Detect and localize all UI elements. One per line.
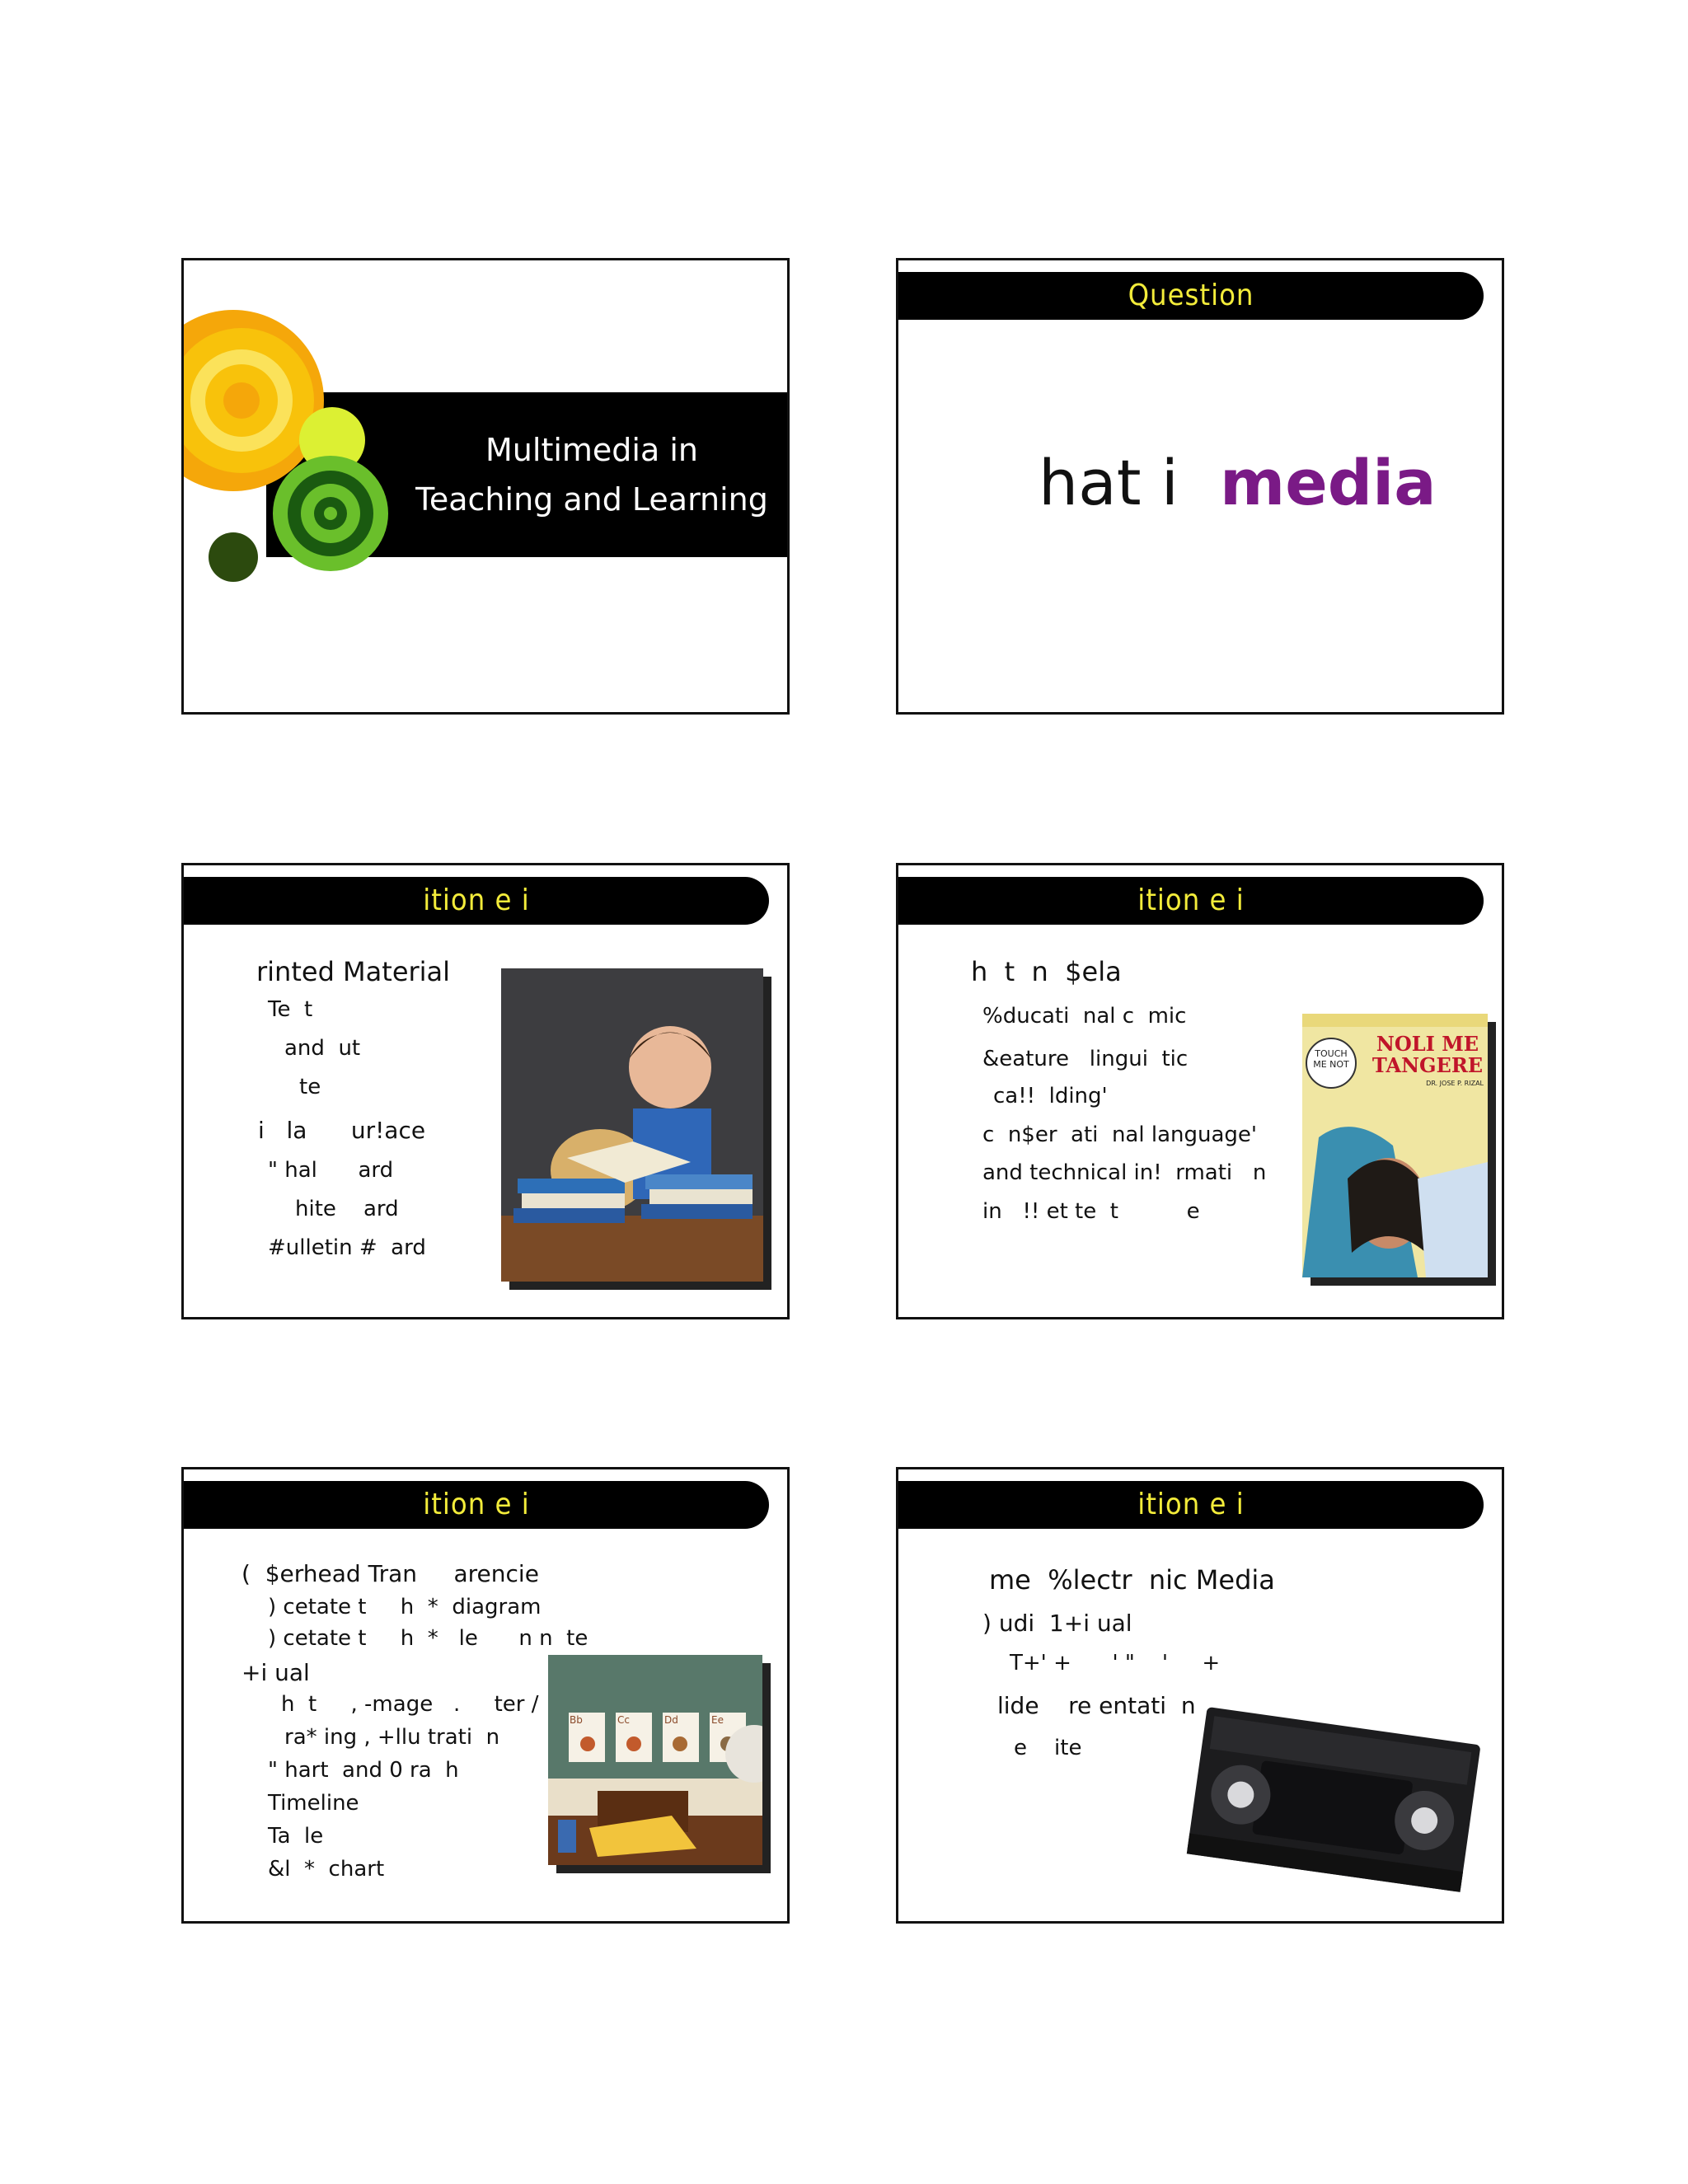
child-with-books-photo xyxy=(501,968,763,1282)
list-item: %ducati nal c mic xyxy=(982,1004,1187,1029)
card-label: Cc xyxy=(617,1714,630,1726)
list-item: in !! et te t e xyxy=(982,1199,1200,1224)
slide-header: ition e i xyxy=(184,1481,769,1529)
list-item: h t , -mage . ter / xyxy=(281,1692,539,1717)
list-item: ra* ing , +llu trati n xyxy=(284,1725,500,1750)
list-item: ) udi 1+i ual xyxy=(982,1610,1132,1637)
list-item: ) cetate t h * le n n te xyxy=(268,1626,588,1651)
question-text: hat i xyxy=(1039,446,1179,519)
list-item: lide re entati n xyxy=(997,1692,1196,1719)
comic-title: NOLI ME TANGERE xyxy=(1372,1032,1484,1077)
comic-badge: TOUCH ME NOT xyxy=(1313,1048,1349,1070)
list-item: me %lectr nic Media xyxy=(989,1564,1275,1596)
slide-comics xyxy=(896,863,1504,1319)
list-item: Te t xyxy=(268,997,313,1022)
list-item: ( $erhead Tran arencie xyxy=(241,1560,539,1587)
list-item: i la ur!ace xyxy=(258,1117,426,1144)
list-item: and ut xyxy=(284,1036,361,1061)
slide-printed-material xyxy=(181,863,790,1319)
list-item: &l * chart xyxy=(268,1857,385,1882)
slide-question xyxy=(896,258,1504,715)
vhs-tape-image xyxy=(1175,1692,1488,1915)
slide-title xyxy=(181,258,790,715)
list-item: and technical in! rmati n xyxy=(982,1160,1267,1185)
card-label: Dd xyxy=(664,1714,678,1726)
list-item: T+' + ' " ' + xyxy=(1010,1651,1221,1675)
list-item: #ulletin # ard xyxy=(268,1235,426,1260)
slide-header: ition e i xyxy=(898,1481,1484,1529)
list-item: " hal ard xyxy=(268,1158,394,1183)
slide-overhead-visual xyxy=(181,1467,790,1924)
list-item: Timeline xyxy=(268,1791,359,1816)
list-item: te xyxy=(299,1075,321,1099)
list-item: ) cetate t h * diagram xyxy=(268,1595,542,1619)
classroom-photo xyxy=(548,1655,762,1865)
title-line-1: Multimedia in xyxy=(485,432,698,468)
list-item: " hart and 0 ra h xyxy=(268,1758,459,1783)
list-item: +i ual xyxy=(241,1659,310,1686)
list-item: ca!! lding' xyxy=(993,1084,1108,1108)
comic-author: DR. JOSE P. RIZAL xyxy=(1426,1080,1484,1087)
card-label: Bb xyxy=(570,1714,583,1726)
list-item: rinted Material xyxy=(256,956,451,987)
slide-electronic-media xyxy=(896,1467,1504,1924)
slide-header: ition e i xyxy=(898,877,1484,925)
list-item: h t n $ela xyxy=(971,956,1122,987)
slide-header: ition e i xyxy=(184,877,769,925)
list-item: Ta le xyxy=(268,1824,324,1849)
title-line-2: Teaching and Learning xyxy=(415,481,768,518)
list-item: e ite xyxy=(1014,1736,1082,1760)
question-highlight: media xyxy=(1220,446,1437,519)
comic-cover-image xyxy=(1302,1014,1488,1277)
list-item: &eature lingui tic xyxy=(982,1047,1189,1071)
card-label: Ee xyxy=(711,1714,724,1726)
slide-header: Question xyxy=(898,272,1484,320)
list-item: hite ard xyxy=(295,1197,399,1221)
slide-title-text xyxy=(394,425,790,524)
list-item: c n$er ati nal language' xyxy=(982,1122,1258,1147)
